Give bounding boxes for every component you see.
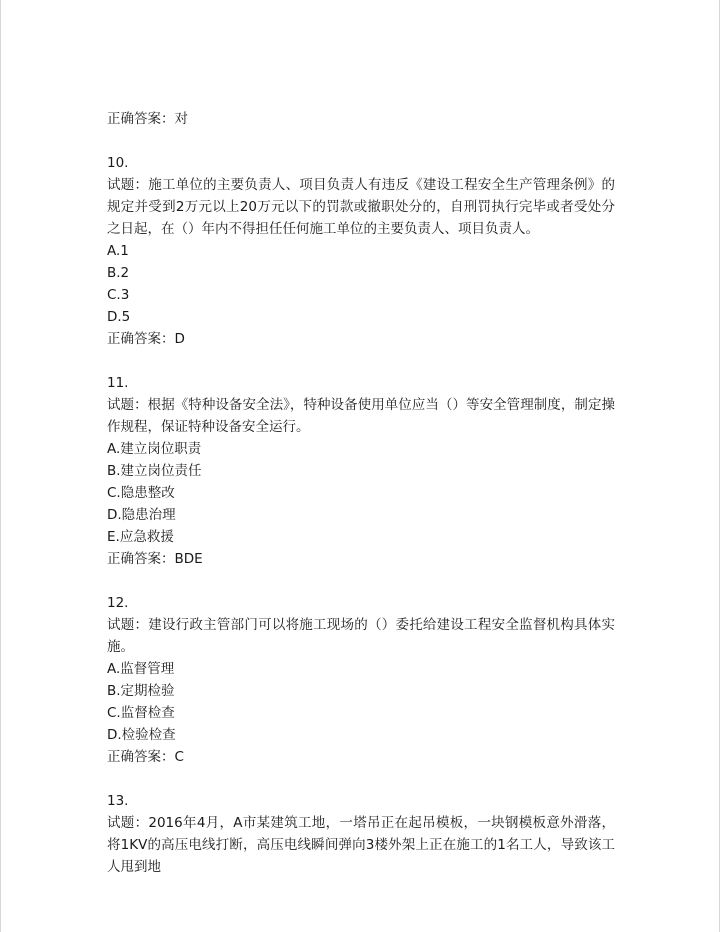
question-block-11 xyxy=(107,372,615,570)
option-d: D.检验检查 xyxy=(107,727,176,743)
option-c: C.监督检查 xyxy=(107,705,175,721)
question-stem: 试题：建设行政主管部门可以将施工现场的（）委托给建设工程安全监督机构具体实施。 xyxy=(107,617,615,655)
option-d: D.隐患治理 xyxy=(107,507,176,523)
option-c: C.隐患整改 xyxy=(107,485,175,501)
question-stem: 试题：2016年4月，A市某建筑工地，一塔吊正在起吊模板，一块钢模板意外滑落，将1KV的高压电线打断，高压电线瞬间弹向3楼外架上正在施工的1名工人，导致该工人甩到地 xyxy=(107,815,615,875)
page-content xyxy=(107,108,615,878)
option-b: B.2 xyxy=(107,265,130,281)
correct-answer: 正确答案：D xyxy=(107,331,185,347)
question-number: 11. xyxy=(107,375,129,391)
option-c: C.3 xyxy=(107,287,130,303)
option-a: A.监督管理 xyxy=(107,661,175,677)
question-block-12 xyxy=(107,592,615,768)
option-a: A.建立岗位职责 xyxy=(107,441,202,457)
option-e: E.应急救援 xyxy=(107,529,174,545)
correct-answer: 正确答案：C xyxy=(107,749,184,765)
spacer xyxy=(107,768,615,790)
question-number: 12. xyxy=(107,595,129,611)
correct-answer: 正确答案：BDE xyxy=(107,551,203,567)
question-stem: 试题：施工单位的主要负责人、项目负责人有违反《建设工程安全生产管理条例》的规定并受到2万元以上20万元以下的罚款或撤职处分的，自刑罚执行完毕或者受处分之日起，在（）年内不得担任任何施工单位的主要负责人、项目负责人。 xyxy=(107,177,615,237)
question-number: 13. xyxy=(107,793,129,809)
option-b: B.定期检验 xyxy=(107,683,175,699)
spacer xyxy=(107,350,615,372)
option-a: A.1 xyxy=(107,243,129,259)
question-stem: 试题：根据《特种设备安全法》，特种设备使用单位应当（）等安全管理制度，制定操作规程，保证特种设备安全运行。 xyxy=(107,397,615,435)
question-block-13 xyxy=(107,790,615,878)
previous-answer: 正确答案：对 xyxy=(107,111,188,127)
option-d: D.5 xyxy=(107,309,131,325)
question-block-10 xyxy=(107,152,615,350)
question-number: 10. xyxy=(107,155,129,171)
option-b: B.建立岗位责任 xyxy=(107,463,202,479)
spacer xyxy=(107,570,615,592)
spacer xyxy=(107,130,615,152)
